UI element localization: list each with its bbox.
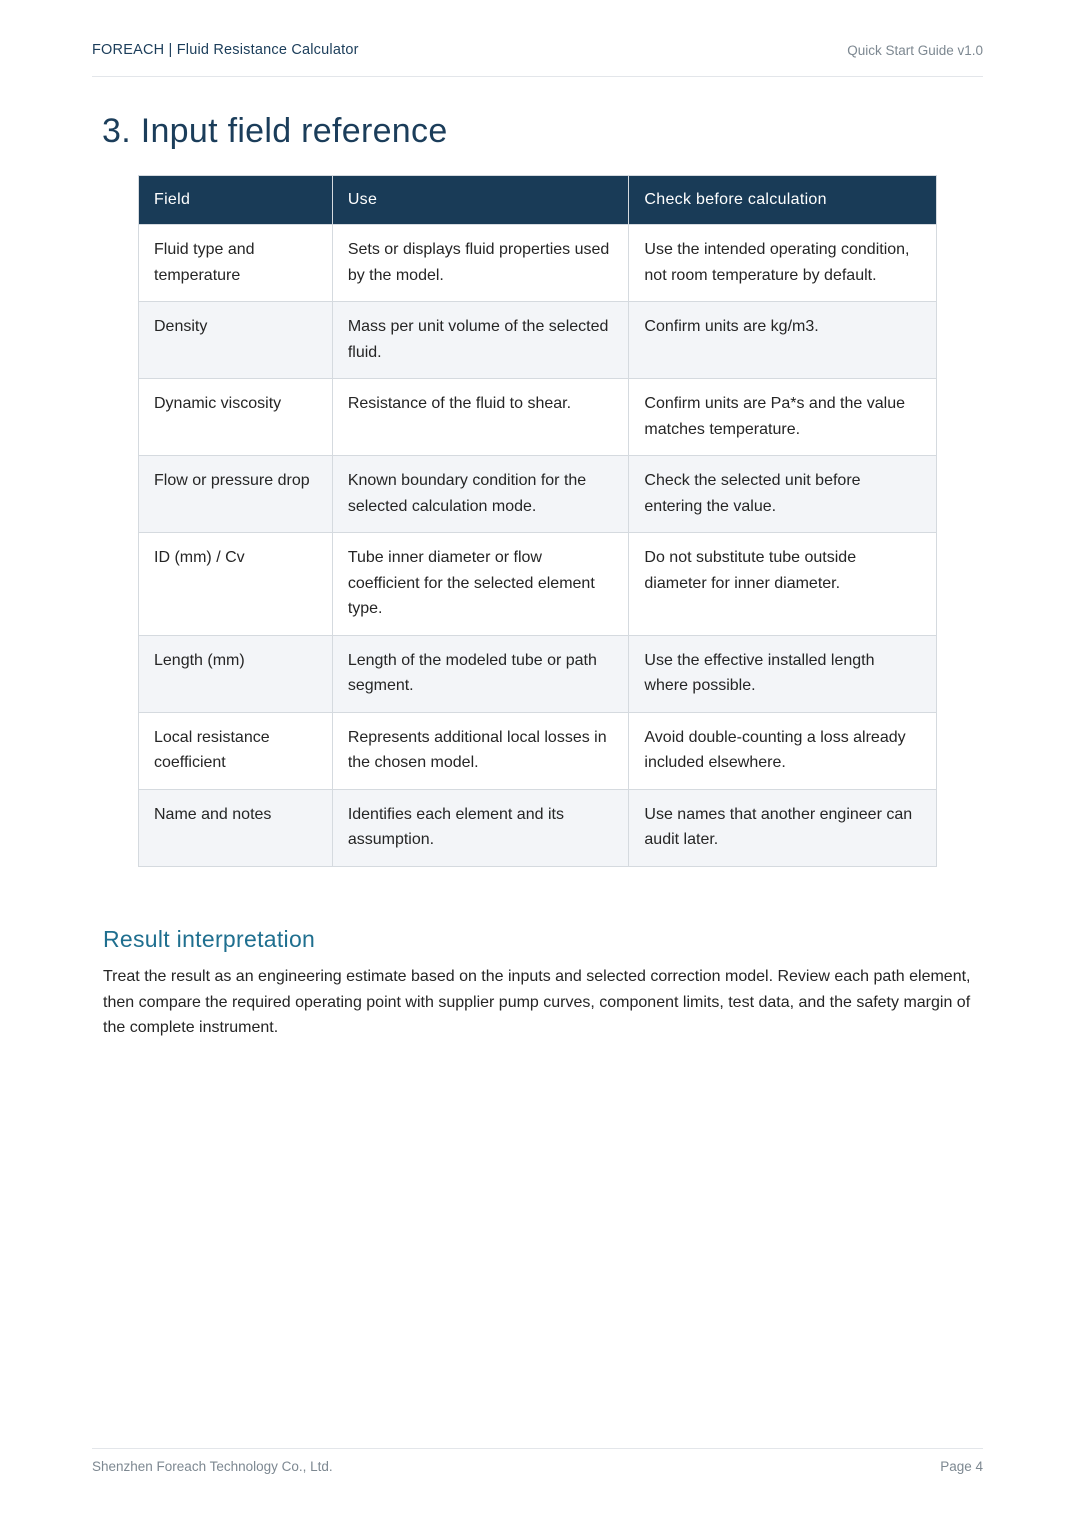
cell-field: ID (mm) / Cv [139,533,333,636]
cell-field: Name and notes [139,789,333,866]
cell-check: Confirm units are Pa*s and the value matches temperature. [629,379,937,456]
table-row [139,533,937,636]
cell-check: Avoid double-counting a loss already included elsewhere. [629,712,937,789]
page-header [92,40,983,77]
table-row [139,225,937,302]
cell-use: Length of the modeled tube or path segment. [332,635,629,712]
cell-check: Do not substitute tube outside diameter for inner diameter. [629,533,937,636]
cell-check: Use the intended operating condition, not room temperature by default. [629,225,937,302]
page-footer [92,1448,983,1489]
cell-field: Local resistance coefficient [139,712,333,789]
cell-use: Known boundary condition for the selected calculation mode. [332,456,629,533]
column-header-use: Use [332,176,629,225]
table-row [139,379,937,456]
cell-field: Fluid type and temperature [139,225,333,302]
cell-use: Resistance of the fluid to shear. [332,379,629,456]
cell-field: Dynamic viscosity [139,379,333,456]
column-header-field: Field [139,176,333,225]
column-header-check: Check before calculation [629,176,937,225]
header-guide-version: Quick Start Guide v1.0 [847,43,983,58]
cell-use: Tube inner diameter or flow coefficient for the selected element type. [332,533,629,636]
cell-check: Use names that another engineer can audit later. [629,789,937,866]
footer-company: Shenzhen Foreach Technology Co., Ltd. [92,1459,333,1474]
table-row [139,302,937,379]
section-title: 3. Input field reference [102,112,448,150]
table-row [139,712,937,789]
cell-use: Identifies each element and its assumption. [332,789,629,866]
cell-check: Confirm units are kg/m3. [629,302,937,379]
cell-use: Sets or displays fluid properties used by the model. [332,225,629,302]
cell-check: Check the selected unit before entering the value. [629,456,937,533]
cell-field: Density [139,302,333,379]
table-header-row [139,176,937,225]
footer-page-number: Page 4 [940,1459,983,1474]
table-row [139,456,937,533]
cell-use: Represents additional local losses in the chosen model. [332,712,629,789]
table-row [139,789,937,866]
cell-field: Length (mm) [139,635,333,712]
subsection-title: Result interpretation [103,926,316,952]
input-field-reference-table [138,175,937,867]
cell-use: Mass per unit volume of the selected fluid. [332,302,629,379]
cell-check: Use the effective installed length where possible. [629,635,937,712]
result-interpretation-paragraph: Treat the result as an engineering estimate based on the inputs and selected correction model. Review each path element, then compare the required operating point with supplier pump curves, component limits, test data, and the safety margin of the complete instrument. [103,968,971,1036]
cell-field: Flow or pressure drop [139,456,333,533]
header-product-title: FOREACH | Fluid Resistance Calculator [92,42,359,58]
table-row [139,635,937,712]
